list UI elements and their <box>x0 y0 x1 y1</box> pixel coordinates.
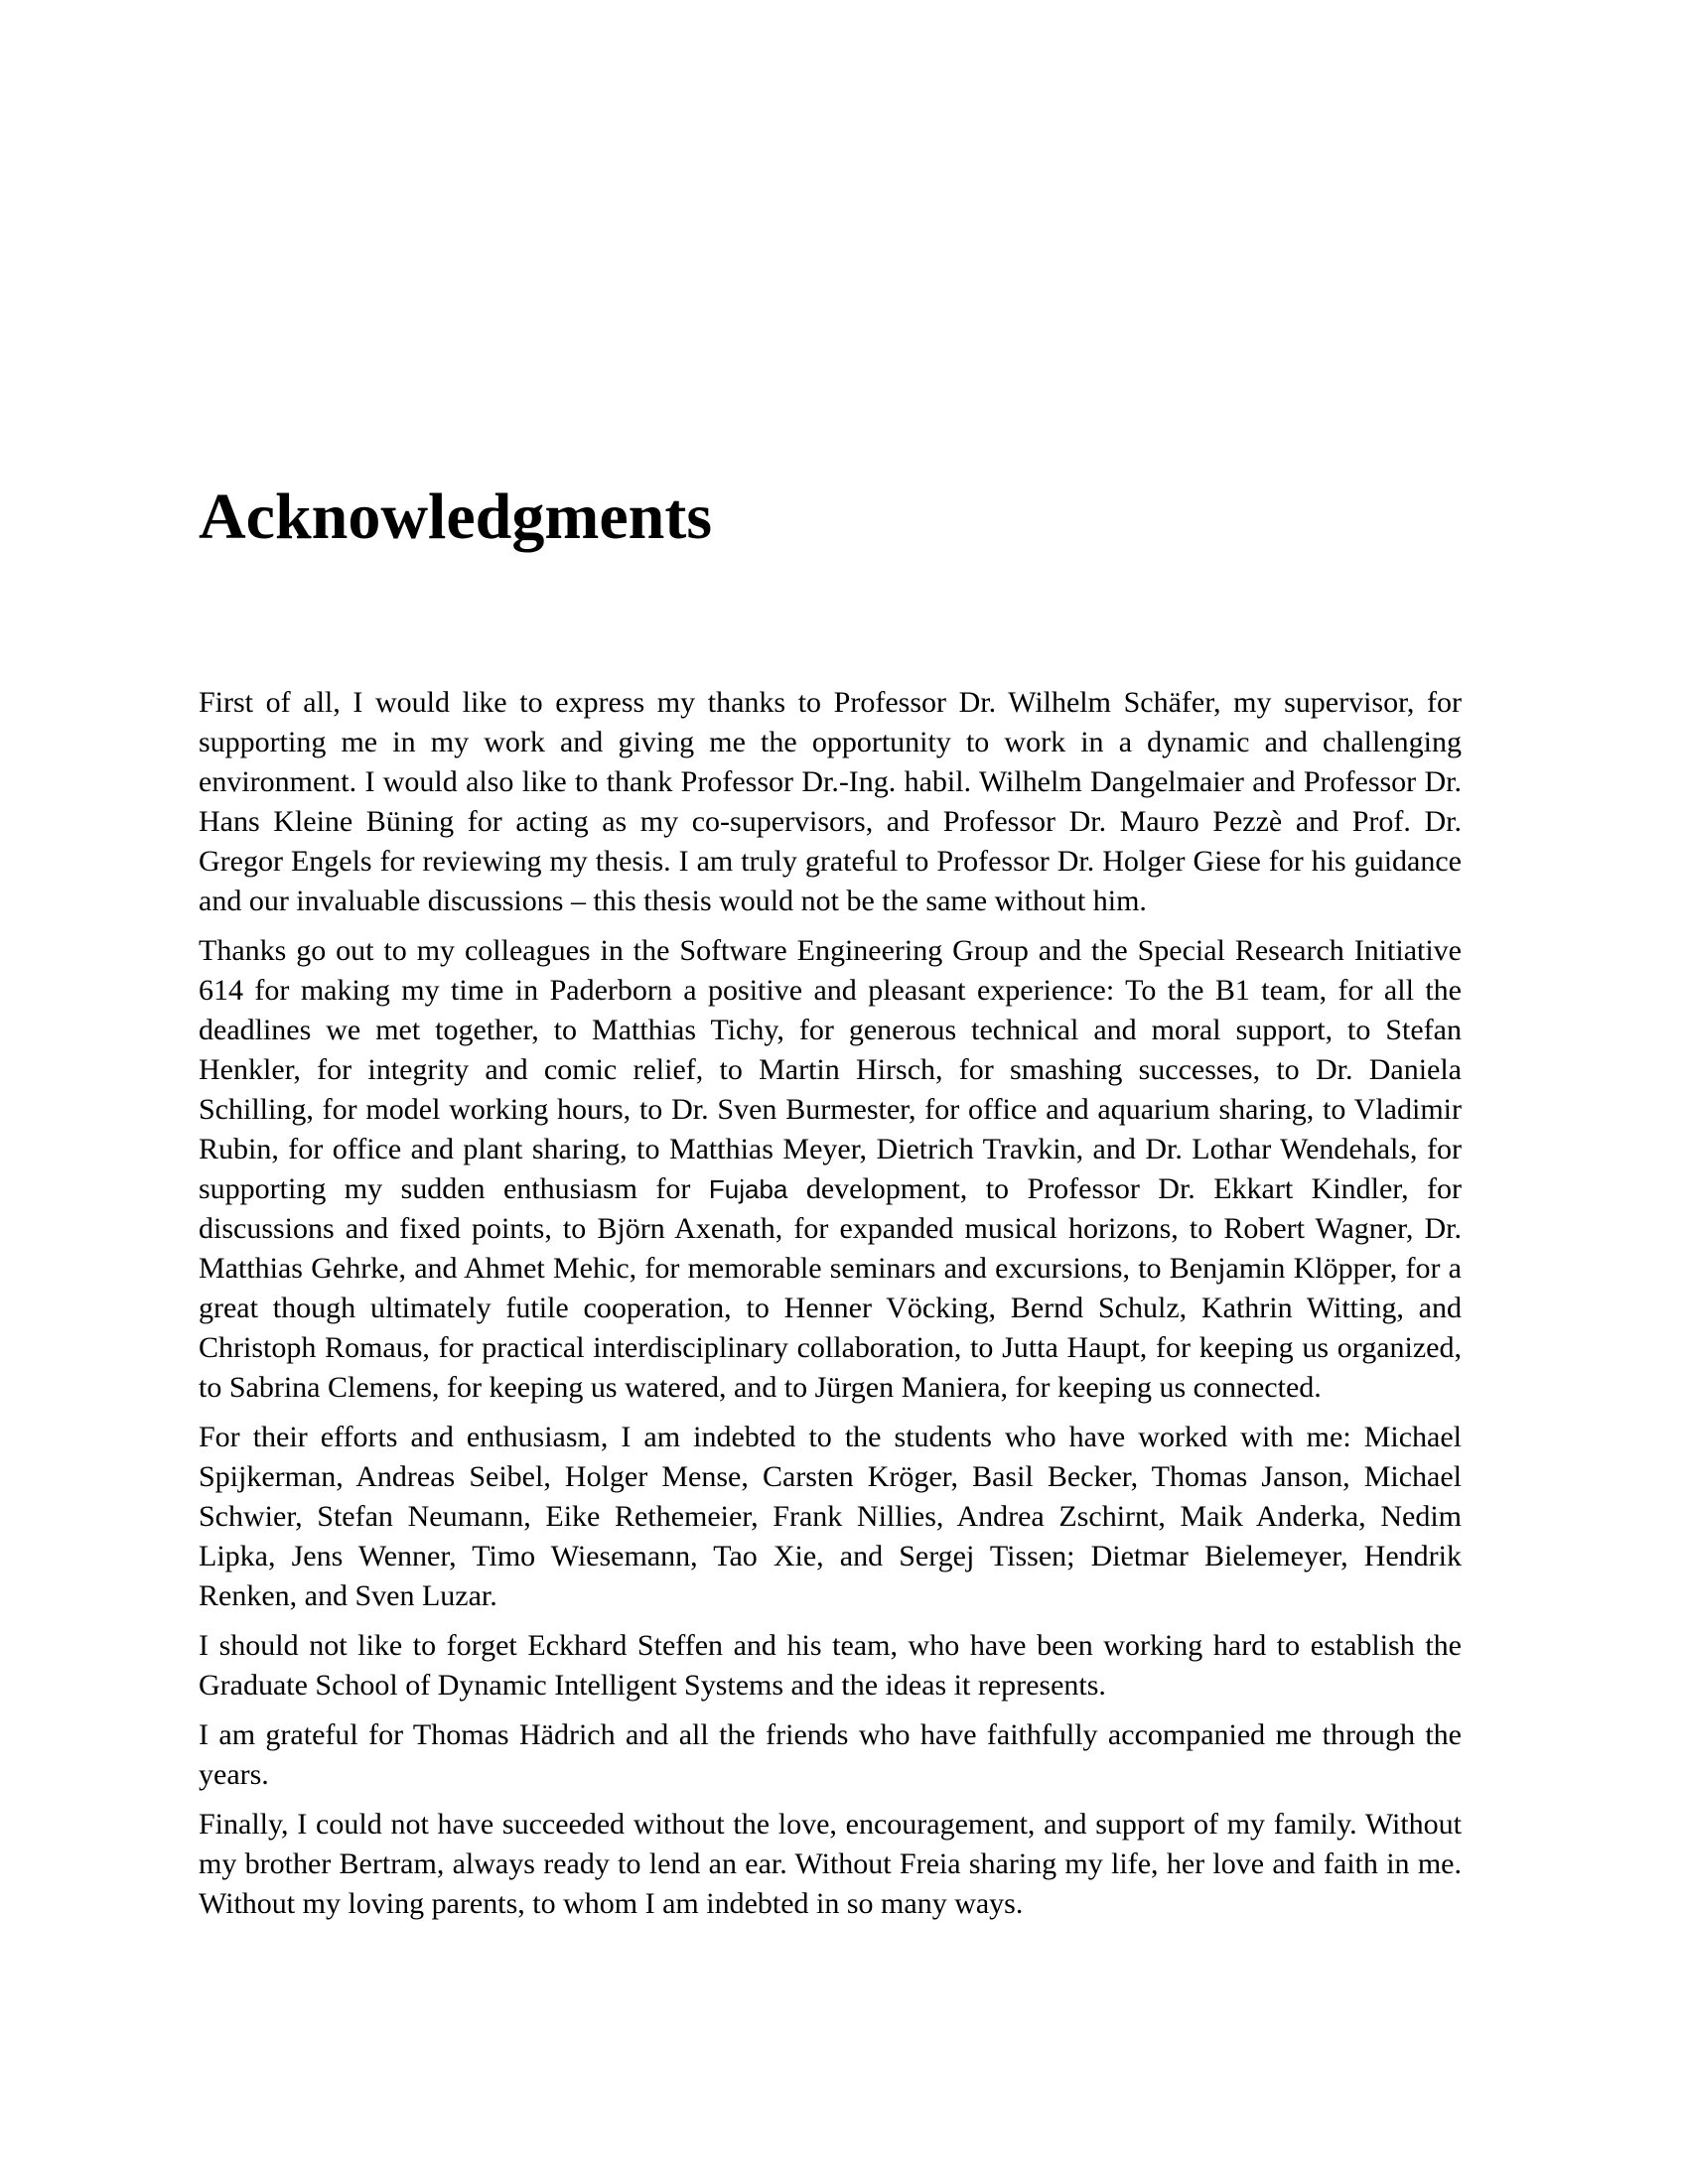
paragraph-family: Finally, I could not have succeeded without the love, encouragement, and support of my family. Without my brother Bertram, always ready to lend an ear. Without Freia sharing my life, her love and faith in me. Without my loving parents, to whom I am indebted in so many ways. <box>199 1808 1462 1920</box>
colleagues-text-part-2: development, to Professor Dr. Ekkart Kindler, for discussions and fixed points, to Björn Axenath, for expanded musical horizons, to Robert Wagner, Dr. Matthias Gehrke, and Ahmet Mehic, for memorable seminars and excursions, to Benjamin Klöpper, for a great though ultimately futile cooperation, to Henner Vöcking, Bernd Schulz, Kathrin Witting, and Christoph Romaus, for practical interdisciplinary collaboration, to Jutta Haupt, for keeping us organized, to Sabrina Clemens, for keeping us watered, and to Jürgen Maniera, for keeping us connected. <box>199 1172 1462 1404</box>
paragraph-friends: I am grateful for Thomas Hädrich and all the friends who have faithfully accompanied me through the years. <box>199 1718 1462 1791</box>
paragraph-supervisors: First of all, I would like to express my thanks to Professor Dr. Wilhelm Schäfer, my supervisor, for supporting me in my work and giving me the opportunity to work in a dynamic and challenging environment. I would also like to thank Professor Dr.-Ing. habil. Wilhelm Dangelmaier and Professor Dr. Hans Kleine Büning for acting as my co-supervisors, and Professor Dr. Mauro Pezzè and Prof. Dr. Gregor Engels for reviewing my thesis. I am truly grateful to Professor Dr. Holger Giese for his guidance and our invaluable discussions – this thesis would not be the same without him. <box>199 686 1462 917</box>
colleagues-text-part-1: Thanks go out to my colleagues in the Software Engineering Group and the Special Research Initiative 614 for making my time in Paderborn a positive and pleasant experience: To the B1 team, for all the deadlines we met together, to Matthias Tichy, for generous technical and moral support, to Stefan Henkler, for integrity and comic relief, to Martin Hirsch, for smashing successes, to Dr. Daniela Schilling, for model working hours, to Dr. Sven Burmester, for office and aquarium sharing, to Vladimir Rubin, for office and plant sharing, to Matthias Meyer, Dietrich Travkin, and Dr. Lothar Wendehals, for supporting my sudden enthusiasm for <box>199 934 1462 1205</box>
fujaba-tool-name: Fujaba <box>708 1174 788 1204</box>
paragraph-colleagues <box>199 931 1462 1408</box>
acknowledgments-body <box>199 683 1462 1934</box>
paragraph-graduate-school: I should not like to forget Eckhard Steffen and his team, who have been working hard to establish the Graduate School of Dynamic Intelligent Systems and the ideas it represents. <box>199 1629 1462 1702</box>
paragraph-students: For their efforts and enthusiasm, I am indebted to the students who have worked with me: Michael Spijkerman, Andreas Seibel, Holger Mense, Carsten Kröger, Basil Becker, Thomas Janson, Michael Schwier, Stefan Neumann, Eike Rethemeier, Frank Nillies, Andrea Zschirnt, Maik Anderka, Nedim Lipka, Jens Wenner, Timo Wiesemann, Tao Xie, and Sergej Tissen; Dietmar Bielemeyer, Hendrik Renken, and Sven Luzar. <box>199 1421 1462 1612</box>
page-title: Acknowledgments <box>199 480 713 553</box>
